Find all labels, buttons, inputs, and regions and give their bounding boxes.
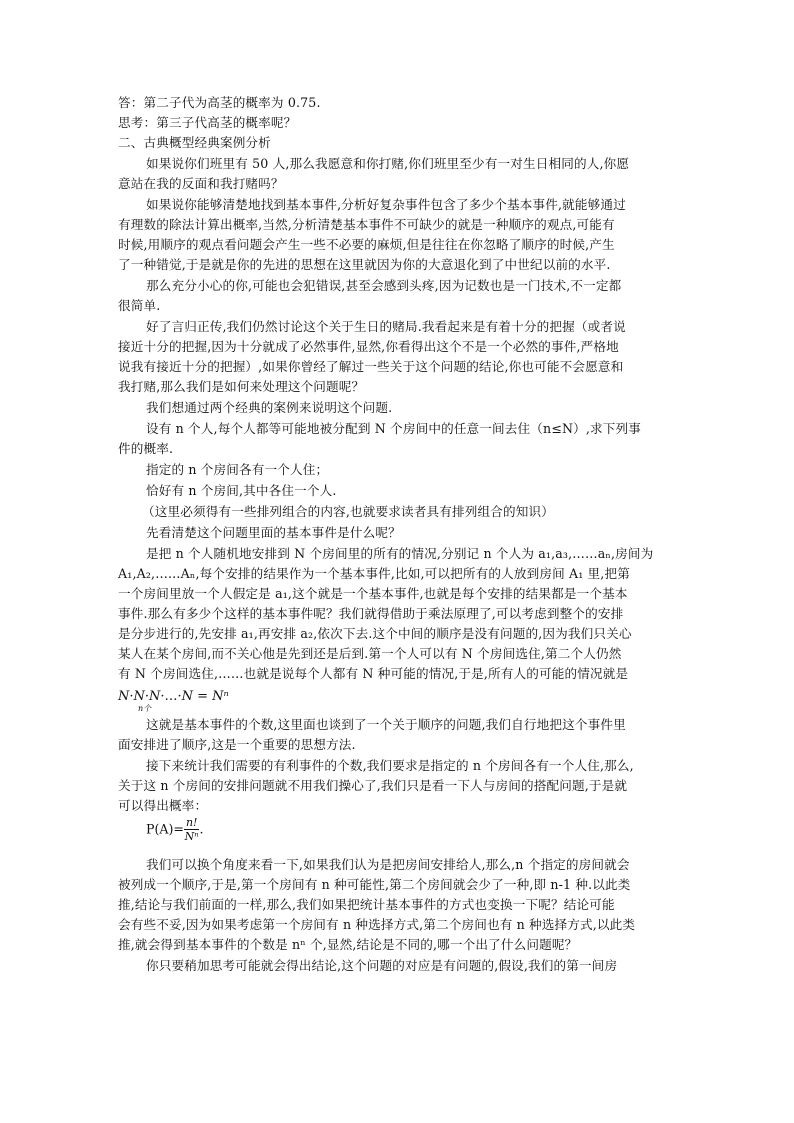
text-line: 推,就会得到基本事件的个数是 nⁿ 个,显然,结论是不同的,哪一个出了什么问题呢？ [118, 937, 578, 952]
text-line: 事件.那么有多少个这样的基本事件呢？我们就得借助于乘法原理了,可以考虑到整个的安排 [118, 606, 624, 621]
text-line: 这就是基本事件的个数,这里面也谈到了一个关于顺序的问题,我们自行地把这个事件里 [146, 717, 626, 732]
text-line: 二、古典概型经典案例分析 [118, 135, 271, 150]
text-line: 是分步进行的,先安排 a₁,再安排 a₂,依次下去.这个中间的顺序是没有问题的,因为我们只关心 [118, 626, 632, 641]
text-line: 如果说你能够清楚地找到基本事件,分析好复杂事件包含了多少个基本事件,就能够通过 [146, 197, 626, 212]
formula-lhs: P(A)= [146, 821, 184, 837]
text-line: 面安排进了顺序,这是一个重要的思想方法. [118, 737, 356, 752]
text-line: 思考：第三子代高茎的概率呢？ [118, 115, 297, 130]
text-line: 接近十分的把握,因为十分就成了必然事件,显然,你看得出这个不是一个必然的事件,严格地 [118, 339, 619, 354]
formula-tail: . [199, 821, 204, 837]
fraction [184, 817, 200, 843]
text-line: 一个房间里放一个人假定是 a₁,这个就是一个基本事件,也就是每个安排的结果都是一个基本 [118, 586, 628, 601]
text-line: A₁,A₂,……Aₙ,每个安排的结果作为一个基本事件,比如,可以把所有的人放到房间 A₁ 里,把第 [118, 566, 630, 581]
text-line: 意站在我的反面和我打赌吗？ [118, 176, 284, 191]
text-line: 恰好有 n 个房间,其中各住一个人. [146, 483, 337, 498]
text-line: 可以得出概率： [118, 798, 208, 813]
text-line: 说我有接近十分的把握）,如果你曾经了解过一些关于这个问题的结论,你也可能不会愿意和 [118, 359, 624, 374]
text-line: 推,结论与我们前面的一样,那么,我们如果把统计基本事件的方式也变换一下呢？结论可能 [118, 897, 615, 912]
fraction-denominator: Nⁿ [184, 830, 199, 843]
text-line: 你只要稍加思考可能就会得出结论,这个问题的对应是有问题的,假设,我们的第一间房 [146, 958, 618, 973]
formula-underbrace-label: n个 [138, 704, 152, 713]
text-line: 先看清楚这个问题里面的基本事件是什么呢？ [146, 525, 401, 540]
text-line: 接下来统计我们需要的有利事件的个数,我们要求是指定的 n 个房间各有一个人住,那么, [146, 758, 634, 773]
text-line: 时候,用顺序的观点看问题会产生一些不必要的麻烦,但是往往在你忽略了顺序的时候,产生 [118, 237, 615, 252]
text-line: 答：第二子代为高茎的概率为 0.75. [118, 95, 321, 110]
text-line: 很简单. [118, 298, 161, 313]
text-line: 有 N 个房间选住,……也就是说每个人都有 N 种可能的情况,于是,所有人的可能的情况就是 [118, 666, 629, 681]
text-line: 被列成一个顺序,于是,第一个房间有 n 种可能性,第二个房间就会少了一种,即 n-1 种.以此类 [118, 877, 631, 892]
text-line: 设有 n 个人,每个人都等可能地被分配到 N 个房间中的任意一间去住（n≤N）,求下列事 [146, 421, 642, 436]
text-line: 好了言归正传,我们仍然讨论这个关于生日的赌局.我看起来是有着十分的把握（或者说 [146, 319, 626, 334]
text-line: 了一种错觉,于是就是你的先进的思想在这里就因为你的大意退化到了中世纪以前的水平. [118, 257, 611, 272]
text-line: 关于这 n 个房间的安排问题就不用我们操心了,我们只是看一下人与房间的搭配问题,于是就 [118, 778, 628, 793]
fraction-numerator: n! [185, 816, 198, 829]
text-line: 我们想通过两个经典的案例来说明这个问题. [146, 400, 393, 415]
text-line: （这里必须得有一些排列组合的内容,也就要求读者具有排列组合的知识） [142, 504, 554, 519]
formula-text: N·N·N·…·N = Nⁿ [118, 689, 229, 704]
text-line: 件的概率. [118, 441, 174, 456]
text-line: 我们可以换个角度来看一下,如果我们认为是把房间安排给人,那么,n 个指定的房间就会 [146, 857, 630, 872]
text-line: 如果说你们班里有 50 人,那么我愿意和你打赌,你们班里至少有一对生日相同的人,你愿 [146, 156, 630, 171]
text-line: 有理数的除法计算出概率,当然,分析清楚基本事件不可缺少的就是一种顺序的观点,可能有 [118, 217, 615, 232]
text-line: 我打赌,那么我们是如何来处理这个问题呢？ [118, 379, 365, 394]
text-line: 是把 n 个人随机地安排到 N 个房间里的所有的情况,分别记 n 个人为 a₁,a₃,……aₙ,房间为 [146, 546, 654, 561]
text-line: 会有些不妥,因为如果考虑第一个房间有 n 种选择方式,第二个房间也有 n 种选择方式,以此类 [118, 917, 636, 932]
formula-basic-events [118, 689, 229, 713]
formula-probability [146, 817, 203, 843]
text-line: 某人在某个房间,而不关心他是先到还是后到.第一个人可以有 N 个房间选住,第二个人仍然 [118, 646, 622, 661]
text-line: 那么充分小心的你,可能也会犯错误,甚至会感到头疼,因为记数也是一门技术,不一定都 [146, 278, 622, 293]
text-line: 指定的 n 个房间各有一个人住； [146, 462, 329, 477]
